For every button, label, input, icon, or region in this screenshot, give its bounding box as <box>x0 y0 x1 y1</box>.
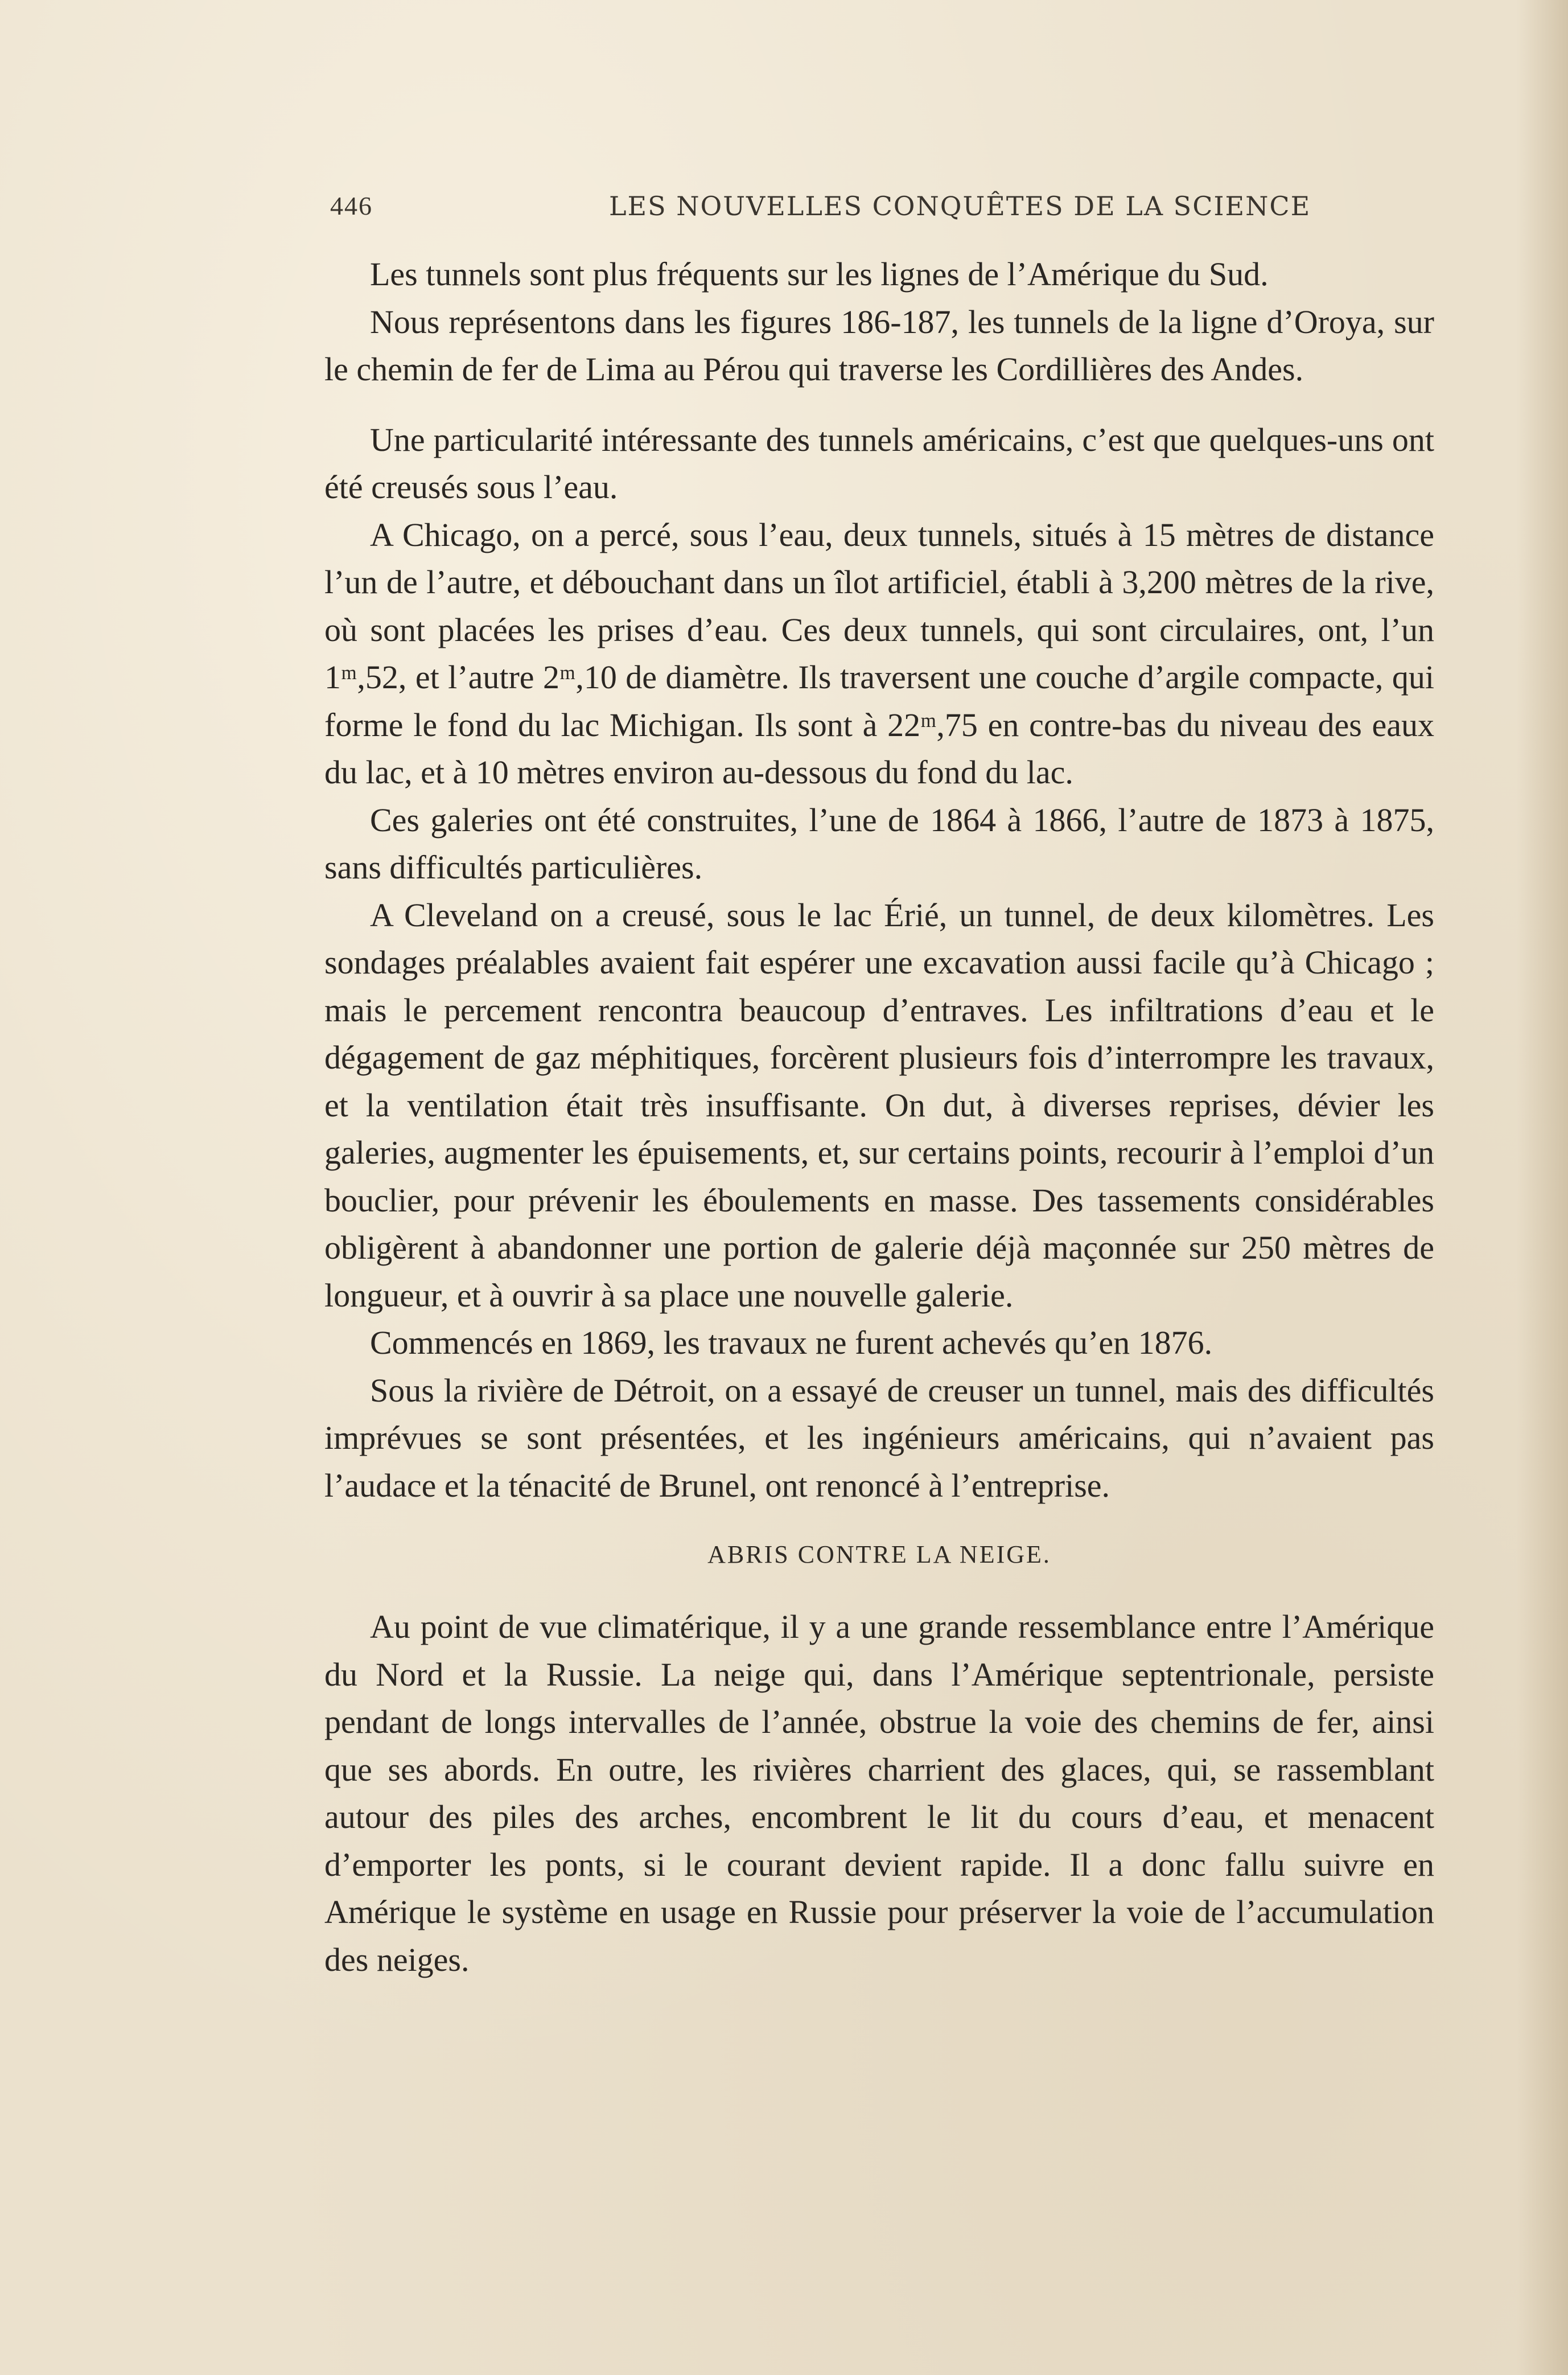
paragraph-snow: Au point de vue climatérique, il y a une grande ressemblance entre l’Amérique du Nord et la Russie. La neige qui, dans l’Amérique septentrionale, persiste pendant de longs intervalles de l’année, obstrue la voie des chemins de fer, ainsi que ses abords. En outre, les rivières charrient des glaces, qui, se rassemblant autour des piles des arches, encombrent le lit du cours d’eau, et menacent d’emporter les ponts, si le courant devient rapide. Il a donc fallu suivre en Amérique le système en usage en Russie pour préserver la voie de l’accumulation des neiges. <box>324 1608 1434 1978</box>
body-text <box>324 250 1434 1983</box>
paragraph-detroit: Sous la rivière de Détroit, on a essayé de creuser un tunnel, mais des difficultés imprévues se sont présentées, et les ingénieurs américains, qui n’avaient pas l’audace et la ténacité de Brunel, ont renoncé à l’entreprise. <box>324 1371 1434 1504</box>
running-head <box>330 191 1311 231</box>
section-heading: ABRIS CONTRE LA NEIGE. <box>707 1540 1051 1568</box>
paragraph-galleries: Ces galeries ont été construites, l’une de 1864 à 1866, l’autre de 1873 à 1875, sans difficultés particulières. <box>324 801 1434 886</box>
page-edge-shadow <box>1517 0 1568 2375</box>
paragraph-cleveland: A Cleveland on a creusé, sous le lac Érié, un tunnel, de deux kilomètres. Les sondages préalables avaient fait espérer une excavation aussi facile qu’à Chicago ; mais le percement rencontra beaucoup d’entraves. Les infiltrations d’eau et le dégagement de gaz méphitiques, forcèrent plusieurs fois d’interrompre les travaux, et la ventilation était très insuffisante. On dut, à diverses reprises, dévier les galeries, augmenter les épuisements, et, sur certains points, recourir à l’emploi d’un bouclier, pour prévenir les éboulements en masse. Des tassements considérables obligèrent à abandonner une portion de galerie déjà maçonnée sur 250 mètres de longueur, et à ouvrir à sa place une nouvelle galerie. <box>324 896 1434 1314</box>
header-title: LES NOUVELLES CONQUÊTES DE LA SCIENCE <box>609 191 1311 221</box>
paragraph-underwater: Une particularité intéressante des tunnels américains, c’est que quelques-uns ont été creusés sous l’eau. <box>324 421 1434 506</box>
page-number: 446 <box>330 191 373 220</box>
paragraph-chicago: A Chicago, on a percé, sous l’eau, deux tunnels, situés à 15 mètres de distance l’un de l’autre, et débouchant dans un îlot artificiel, établi à 3,200 mètres de la rive, où sont placées les prises d’eau. Ces deux tunnels, qui sont circulaires, ont, l’un 1ᵐ,52, et l’autre 2ᵐ,10 de diamètre. Ils traversent une couche d’argile compacte, qui forme le fond du lac Michigan. Ils sont à 22ᵐ,75 en contre-bas du niveau des eaux du lac, et à 10 mètres environ au-dessous du fond du lac. <box>324 516 1434 791</box>
paragraph-oroya: Nous représentons dans les figures 186-187, les tunnels de la ligne d’Oroya, sur le chemin de fer de Lima au Pérou qui traverse les Cordillières des Andes. <box>324 303 1434 388</box>
paragraph-south-america: Les tunnels sont plus fréquents sur les lignes de l’Amérique du Sud. <box>370 256 1269 293</box>
paragraph-dates: Commencés en 1869, les travaux ne furent achevés qu’en 1876. <box>370 1324 1213 1361</box>
